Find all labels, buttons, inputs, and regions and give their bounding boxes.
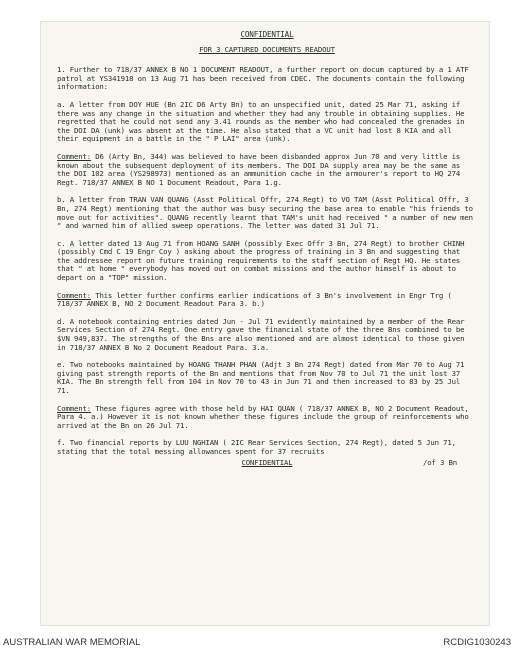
paragraph-a: a. A letter from DOY HUE (Bn 2IC D6 Arty Bn) to an unspecified unit, dated 25 Mar 71, asking if there was any change in the situation and whether they had any trouble in obtaining supplies. He regretted that he could not send any 3.41 rounds as the member who had concealed the grenades in the DOI DA (unk) was absent at the time. He also stated that a VC unit had lost 8 KIA and all their equipment in a battle in the " P LAI" area (unk).	[57, 99, 465, 144]
paragraph-f: f. Two financial reports by LUU NGHIAN ( 2IC Rear Services Section, 274 Regt), dated 5 Jun 71, stating that the total messing allowances spent for 37 recruits	[57, 438, 456, 456]
paragraph-c: c. A letter dated 13 Aug 71 from HOANG SANH (possibly Exec Offr 3 Bn, 274 Regt) to brother CHINH (possibly Cmd C 19 Engr Coy ) asking about the progress of training in 3 Bn and suggesting that the addressee report on future training requirements to the staff section of Regt HQ. He states that " at home " everybody has moved out on combat missions and the author himself is about to depart on a "TOP" mission.	[57, 238, 465, 283]
archive-id: RCDIG1030243	[443, 637, 511, 648]
classification-header: CONFIDENTIAL	[240, 30, 294, 39]
comment-3	[57, 405, 477, 431]
page-footer	[57, 459, 477, 471]
comment-text: This letter further confirms earlier indications of 3 Bn's involvement in Engr Trg ( 718/37 ANNEX B, NO 2 Document Readout Para 3. b.)	[57, 290, 452, 309]
comment-text: These figures agree with those held by HAI QUAN ( 718/37 ANNEX B, NO 2 Document Readout, Para 4. a.) However it is not known whether these figures include the group of reinforcements who arrived at the Bn on 26 Jul 71.	[57, 403, 469, 430]
document-page	[41, 22, 489, 625]
comment-label: Comment:	[57, 151, 91, 161]
classification-footer: CONFIDENTIAL	[241, 457, 293, 467]
comment-2	[57, 292, 477, 309]
paragraph-d: d. A notebook containing entries dated Jun - Jul 71 evidently maintained by a member of the Rear Services Section of 274 Regt. One entry gave the financial state of the three Bns combined to be $VN 949,837. The strengths of the Bns are also mentioned and are almost identical to those given in 718/37 ANNEX B No 2 Document Readout Para. 3.a.	[57, 316, 465, 352]
continuation-ref: /of 3 Bn	[423, 457, 457, 467]
document-body	[57, 28, 477, 471]
paragraph-1: 1. Further to 718/37 ANNEX B NO 1 DOCUMENT READOUT, a further report on docum captured by a 1 ATF patrol at YS341918 on 13 Aug 71 has been received from CDEC. The documents contain the following information:	[57, 65, 469, 92]
paragraph-e: e. Two notebooks maintained by HOANG THANH PHAN (Adjt 3 Bn 274 Regt) dated from Mar 70 to Aug 71 giving past strength reports of the Bn and mentions that from Nov 70 to Jul 71 the unit lost 37 KIA. The Bn strength fell from 104 in Nov 70 to 43 in Jun 71 and then increased to 83 by 25 Jul 71.	[57, 360, 465, 395]
comment-1	[57, 153, 477, 187]
archive-name: AUSTRALIAN WAR MEMORIAL	[3, 637, 141, 648]
document-title: FOR 3 CAPTURED DOCUMENTS READOUT	[199, 44, 335, 54]
comment-label: Comment:	[57, 290, 91, 300]
watermark-bar	[0, 628, 517, 654]
comment-text: D6 (Arty Bn, 344) was believed to have been disbanded approx Jun 70 and very little is known about the subsequent deployment of its members. The DOI DA supply area may be the same as the DOI 102 area (YS298973) mentioned as an ammunition cache in the armourer's report to HQ 274 Regt. 718/37 ANNEX B NO 1 Document Readout, Para 1.g.	[57, 151, 461, 187]
comment-label: Comment:	[57, 403, 91, 413]
paragraph-b: b. A letter from TRAN VAN QUANG (Asst Political Offr, 274 Regt) to VO TAM (Asst Political Offr, 3 Bn, 274 Regt) mentioning that the author was busy securing the base area to enable "his friends to move out for activities". QUANG recently learnt that TAM's unit had received " a number of new men " and warned him of allied sweep operations. The letter was dated 31 Jul 71.	[57, 195, 473, 231]
